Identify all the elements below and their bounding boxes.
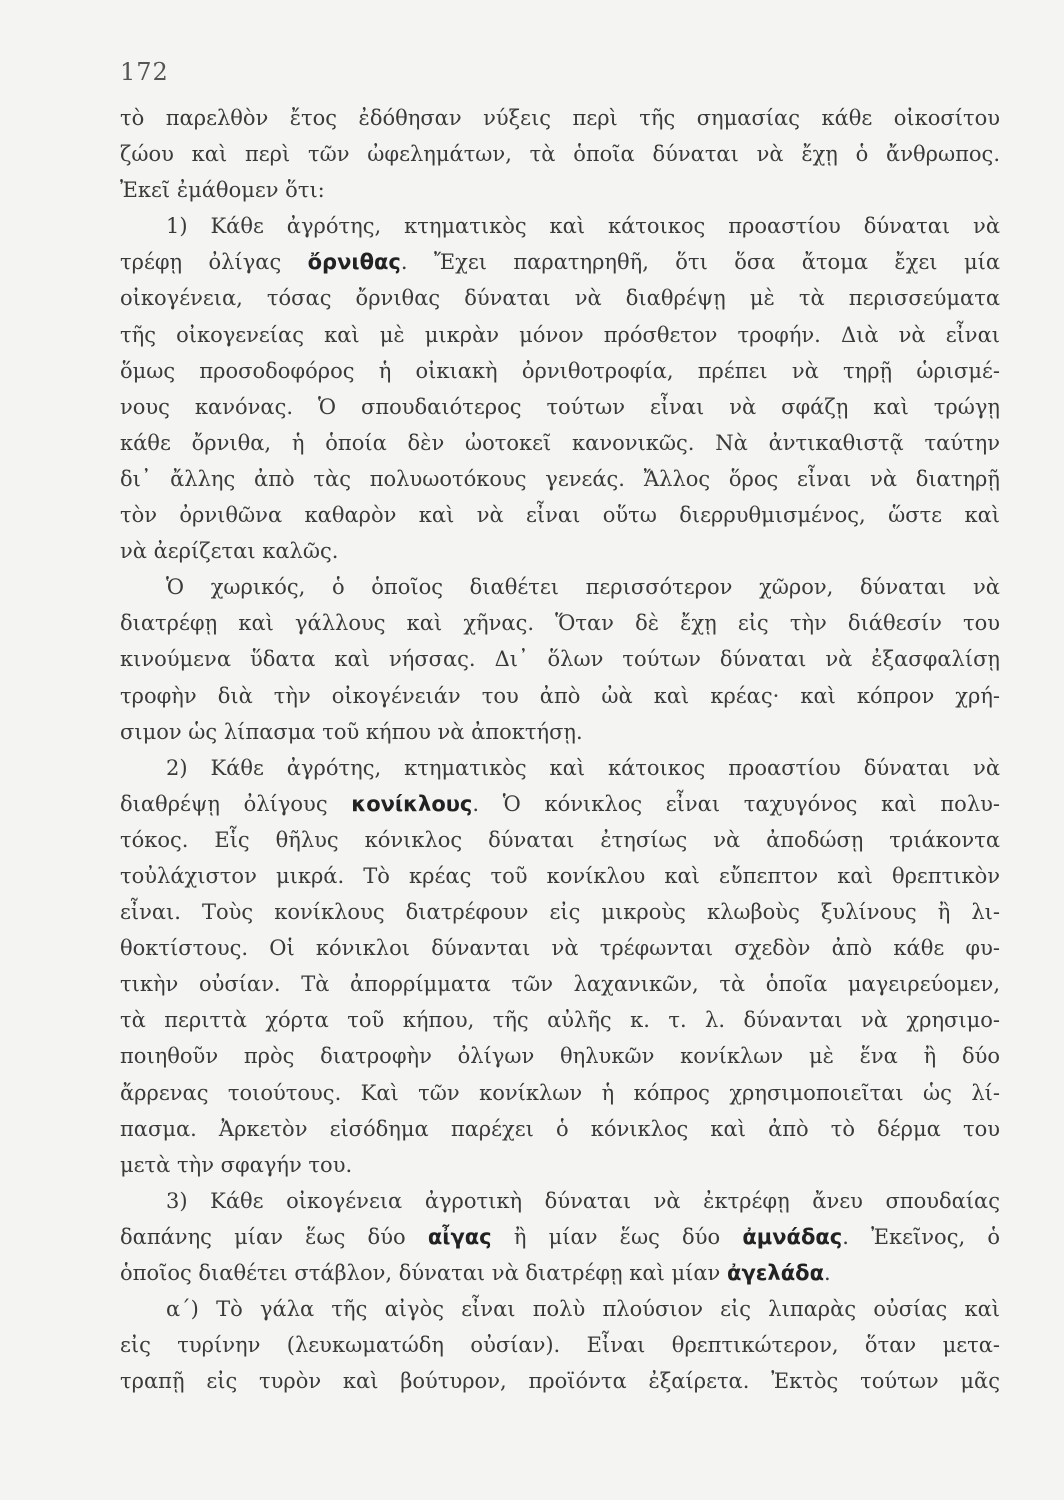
text-line [120, 786, 1000, 822]
text-line [120, 1363, 1000, 1399]
text-line [120, 930, 1000, 966]
text-line [120, 317, 1000, 353]
bold-term: ὄρνιθας [307, 250, 401, 275]
text-segment: 1) Κάθε ἀγρότης, κτηματικὸς καὶ κάτοικος προαστίου δύναται νὰ [166, 214, 1000, 239]
text-segment: Ὁ χωρικός, ὁ ὁποῖος διαθέτει περισσότερον χῶρον, δύναται νὰ [166, 575, 1000, 600]
text-segment: οἰκογένεια, τόσας ὄρνιθας δύναται νὰ διαθρέψῃ μὲ τὰ περισσεύματα [120, 286, 1000, 311]
text-line [120, 1075, 1000, 1111]
text-segment: νους κανόνας. Ὁ σπουδαιότερος τούτων εἶναι νὰ σφάζῃ καὶ τρώγῃ [120, 394, 1000, 419]
text-segment: α΄) Τὸ γάλα τῆς αἰγὸς εἶναι πολὺ πλούσιον εἰς λιπαρὰς οὐσίας καὶ [166, 1297, 1000, 1322]
text-line [120, 678, 1000, 714]
text-line [120, 136, 1000, 172]
text-segment: . Ὁ κόνικλος εἶναι ταχυγόνος καὶ πολυ- [472, 791, 1000, 816]
text-segment: κάθε ὄρνιθα, ἡ ὁποία δὲν ὠοτοκεῖ κανονικῶς. Νὰ ἀντικαθιστᾷ ταύτην [120, 430, 1000, 455]
text-segment: 2) Κάθε ἀγρότης, κτηματικὸς καὶ κάτοικος προαστίου δύναται νὰ [166, 755, 1000, 780]
text-segment: εἰς τυρίνην (λευκωματώδη οὐσίαν). Εἶναι θρεπτικώτερον, ὅταν μετα- [120, 1333, 1000, 1358]
text-segment: τόκος. Εἷς θῆλυς κόνικλος δύναται ἐτησίως νὰ ἀποδώσῃ τριάκοντα [120, 827, 1000, 852]
text-segment: δι᾽ ἄλλης ἀπὸ τὰς πολυωοτόκους γενεάς. Ἄλλος ὅρος εἶναι νὰ διατηρῇ [120, 466, 1000, 491]
text-line [120, 1183, 1000, 1219]
text-line [120, 244, 1000, 280]
text-segment: τροφὴν διὰ τὴν οἰκογένειάν του ἀπὸ ὠὰ καὶ κρέας· καὶ κόπρον χρή- [120, 683, 1000, 708]
text-line [120, 605, 1000, 641]
text-segment: 3) Κάθε οἰκογένεια ἀγροτικὴ δύναται νὰ ἐκτρέφῃ ἄνευ σπουδαίας [166, 1188, 1000, 1213]
text-line [120, 389, 1000, 425]
text-segment: ζώου καὶ περὶ τῶν ὠφελημάτων, τὰ ὁποῖα δύναται νὰ ἔχῃ ὁ ἄνθρωπος. [120, 142, 1000, 167]
text-segment: εἶναι. Τοὺς κονίκλους διατρέφουν εἰς μικροὺς κλωβοὺς ξυλίνους ἢ λι- [120, 900, 1000, 925]
text-line [120, 208, 1000, 244]
bold-term: αἶγας [427, 1224, 492, 1249]
text-line [120, 172, 1000, 208]
text-segment: μετὰ τὴν σφαγήν του. [120, 1152, 353, 1177]
text-line [120, 1291, 1000, 1327]
text-segment: διαθρέψῃ ὀλίγους [120, 791, 352, 816]
text-segment: τικὴν οὐσίαν. Τὰ ἀπορρίμματα τῶν λαχανικῶν, τὰ ὁποῖα μαγειρεύομεν, [120, 972, 1000, 997]
text-line [120, 1038, 1000, 1074]
text-line [120, 858, 1000, 894]
text-segment: ἢ μίαν ἕως δύο [491, 1224, 743, 1249]
text-segment: τραπῇ εἰς τυρὸν καὶ βούτυρον, προϊόντα ἐξαίρετα. Ἐκτὸς τούτων μᾶς [120, 1369, 1000, 1394]
text-segment: νὰ ἀερίζεται καλῶς. [120, 539, 339, 564]
text-segment: σιμον ὡς λίπασμα τοῦ κήπου νὰ ἀποκτήσῃ. [120, 719, 583, 744]
text-line [120, 533, 1000, 569]
text-line [120, 1327, 1000, 1363]
text-line [120, 822, 1000, 858]
text-segment: πασμα. Ἀρκετὸν εἰσόδημα παρέχει ὁ κόνικλος καὶ ἀπὸ τὸ δέρμα του [120, 1116, 1000, 1141]
text-segment: . Ἔχει παρατηρηθῆ, ὅτι ὅσα ἄτομα ἔχει μία [400, 250, 1001, 275]
text-segment: τὸ παρελθὸν ἔτος ἐδόθησαν νύξεις περὶ τῆς σημασίας κάθε οἰκοσίτου [120, 106, 1000, 130]
text-segment: κινούμενα ὕδατα καὶ νήσσας. Δι᾽ ὅλων τούτων δύναται νὰ ἐξασφαλίσῃ [120, 647, 1000, 672]
page-number: 172 [120, 58, 169, 86]
text-segment: ἄρρενας τοιούτους. Καὶ τῶν κονίκλων ἡ κόπρος χρησιμοποιεῖται ὡς λί- [120, 1080, 1000, 1105]
text-segment: τὰ περιττὰ χόρτα τοῦ κήπου, τῆς αὐλῆς κ. τ. λ. δύνανται νὰ χρησιμο- [120, 1008, 1000, 1033]
text-line [120, 894, 1000, 930]
bold-term: ἀμνάδας [742, 1224, 843, 1249]
text-line [120, 461, 1000, 497]
text-line [120, 569, 1000, 605]
text-line [120, 966, 1000, 1002]
text-segment: διατρέφῃ καὶ γάλλους καὶ χῆνας. Ὅταν δὲ ἔχῃ εἰς τὴν διάθεσίν του [120, 611, 1000, 636]
text-line [120, 353, 1000, 389]
text-line [120, 1002, 1000, 1038]
text-line [120, 714, 1000, 750]
text-segment: ποιηθοῦν πρὸς διατροφὴν ὀλίγων θηλυκῶν κονίκλων μὲ ἕνα ἢ δύο [120, 1044, 1000, 1069]
text-segment: τρέφῃ ὀλίγας [120, 250, 308, 275]
text-line [120, 1147, 1000, 1183]
text-line [120, 750, 1000, 786]
text-segment: ὁποῖος διαθέτει στάβλον, δύναται νὰ διατρέφῃ καὶ μίαν [120, 1261, 728, 1285]
text-line [120, 1111, 1000, 1147]
bold-term: ἀγελάδα [727, 1261, 825, 1285]
text-line [120, 1255, 1000, 1291]
text-segment: τοὐλάχιστον μικρά. Τὸ κρέας τοῦ κονίκλου καὶ εὔπεπτον καὶ θρεπτικὸν [120, 863, 1000, 888]
text-segment: Ἐκεῖ ἐμάθομεν ὅτι: [120, 178, 325, 203]
text-line [120, 1219, 1000, 1255]
text-line [120, 641, 1000, 677]
text-line [120, 100, 1000, 136]
text-segment: θοκτίστους. Οἱ κόνικλοι δύνανται νὰ τρέφωνται σχεδὸν ἀπὸ κάθε φυ- [120, 936, 1000, 961]
text-segment: . [824, 1261, 831, 1285]
text-segment: δαπάνης μίαν ἕως δύο [120, 1224, 428, 1249]
text-segment: ὅμως προσοδοφόρος ἡ οἰκιακὴ ὀρνιθοτροφία, πρέπει νὰ τηρῇ ὡρισμέ- [120, 358, 1000, 383]
bold-term: κονίκλους [351, 791, 473, 816]
text-line [120, 280, 1000, 316]
text-line [120, 425, 1000, 461]
body-text [120, 100, 1000, 1399]
text-segment: τῆς οἰκογενείας καὶ μὲ μικρὰν μόνον πρόσθετον τροφήν. Διὰ νὰ εἶναι [120, 322, 1000, 347]
text-segment: τὸν ὀρνιθῶνα καθαρὸν καὶ νὰ εἶναι οὕτω διερρυθμισμένος, ὥστε καὶ [120, 503, 1000, 528]
text-line [120, 497, 1000, 533]
text-segment: . Ἐκεῖνος, ὁ [842, 1224, 1000, 1249]
